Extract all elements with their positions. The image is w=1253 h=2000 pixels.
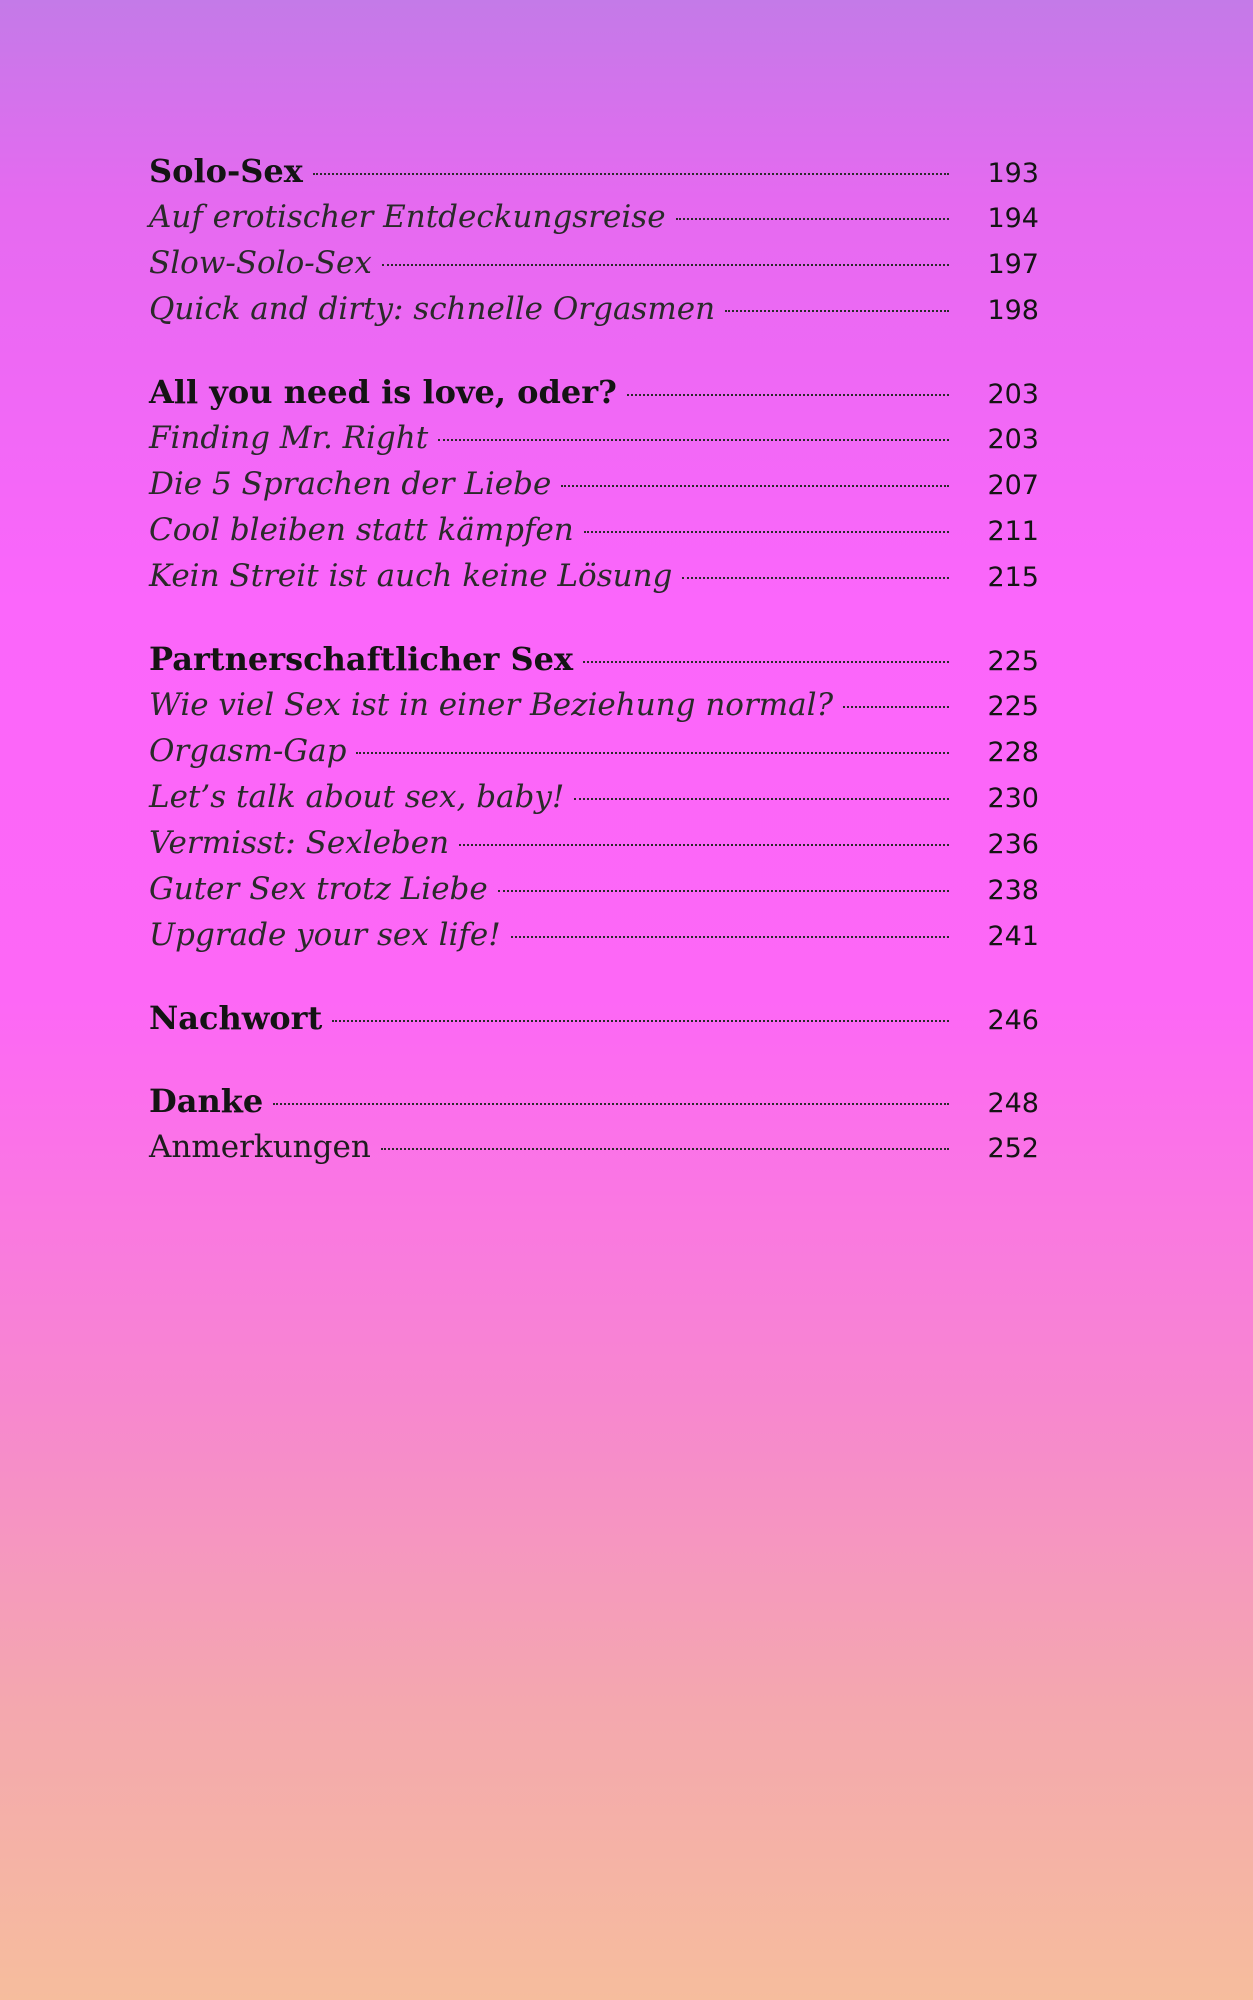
dot-leader xyxy=(584,531,949,533)
toc-entry-title: Slow-Solo-Sex xyxy=(149,245,372,281)
toc-entry-page: 207 xyxy=(987,470,1039,501)
toc-entry-page: 215 xyxy=(987,562,1039,593)
toc-entry[interactable] xyxy=(149,369,1039,415)
dot-leader xyxy=(381,1148,949,1150)
dot-leader xyxy=(382,264,949,266)
toc-entry-title: Upgrade your sex life! xyxy=(149,917,501,953)
toc-entry-page: 203 xyxy=(987,379,1039,410)
toc-entry-page: 228 xyxy=(987,737,1039,768)
toc-section-danke xyxy=(149,1078,1039,1170)
toc-entry[interactable] xyxy=(149,682,1039,728)
toc-entry-page: 203 xyxy=(987,424,1039,455)
dot-leader xyxy=(574,798,949,800)
toc-entry-title: Finding Mr. Right xyxy=(149,420,429,456)
toc-entry-page: 236 xyxy=(987,829,1039,860)
toc-entry-title: Partnerschaftlicher Sex xyxy=(149,640,574,678)
dot-leader xyxy=(843,706,949,708)
toc-entry-title: Cool bleiben statt kämpfen xyxy=(149,512,574,548)
toc-entry[interactable] xyxy=(149,1124,1039,1170)
toc-entry-page: 248 xyxy=(987,1088,1039,1119)
dot-leader xyxy=(498,890,949,892)
dot-leader xyxy=(273,1103,949,1105)
dot-leader xyxy=(313,173,949,175)
toc-section-partner-sex xyxy=(149,636,1039,958)
toc-entry-title: Wie viel Sex ist in einer Beziehung normal? xyxy=(149,687,834,723)
table-of-contents xyxy=(149,148,1039,1207)
toc-entry-title: Quick and dirty: schnelle Orgasmen xyxy=(149,291,716,327)
toc-entry-page: 194 xyxy=(987,203,1039,234)
toc-entry-page: 211 xyxy=(987,516,1039,547)
toc-section-nachwort xyxy=(149,995,1039,1041)
toc-entry-title: Die 5 Sprachen der Liebe xyxy=(149,466,552,502)
toc-entry[interactable] xyxy=(149,866,1039,912)
dot-leader xyxy=(511,936,949,938)
toc-section-love xyxy=(149,369,1039,599)
toc-entry-title: Solo-Sex xyxy=(149,152,303,190)
toc-entry[interactable] xyxy=(149,194,1039,240)
toc-entry-title: Danke xyxy=(149,1082,264,1120)
dot-leader xyxy=(459,844,949,846)
toc-entry-page: 230 xyxy=(987,783,1039,814)
toc-entry[interactable] xyxy=(149,820,1039,866)
dot-leader xyxy=(356,752,949,754)
toc-entry-page: 238 xyxy=(987,875,1039,906)
dot-leader xyxy=(583,661,949,663)
dot-leader xyxy=(561,485,949,487)
toc-entry-page: 197 xyxy=(987,249,1039,280)
toc-entry[interactable] xyxy=(149,415,1039,461)
toc-entry[interactable] xyxy=(149,1078,1039,1124)
toc-entry[interactable] xyxy=(149,728,1039,774)
toc-entry[interactable] xyxy=(149,995,1039,1041)
toc-entry-title: Let’s talk about sex, baby! xyxy=(149,779,565,815)
toc-entry-page: 225 xyxy=(987,691,1039,722)
toc-entry-title: Vermisst: Sexleben xyxy=(149,825,450,861)
toc-entry-title: Kein Streit ist auch keine Lösung xyxy=(149,558,673,594)
toc-entry[interactable] xyxy=(149,912,1039,958)
dot-leader xyxy=(682,577,949,579)
toc-entry[interactable] xyxy=(149,636,1039,682)
dot-leader xyxy=(332,1020,949,1022)
toc-entry[interactable] xyxy=(149,240,1039,286)
toc-entry[interactable] xyxy=(149,148,1039,194)
toc-entry[interactable] xyxy=(149,774,1039,820)
toc-entry-page: 246 xyxy=(987,1005,1039,1036)
toc-entry[interactable] xyxy=(149,507,1039,553)
toc-section-solo-sex xyxy=(149,148,1039,332)
toc-entry-page: 193 xyxy=(987,158,1039,189)
toc-entry-title: Orgasm-Gap xyxy=(149,733,347,769)
toc-entry-page: 225 xyxy=(987,646,1039,677)
toc-entry-page: 252 xyxy=(987,1133,1039,1164)
toc-entry-title: All you need is love, oder? xyxy=(149,373,617,411)
toc-entry-title: Guter Sex trotz Liebe xyxy=(149,871,488,907)
toc-entry-title: Nachwort xyxy=(149,999,323,1037)
toc-entry[interactable] xyxy=(149,553,1039,599)
dot-leader xyxy=(676,218,949,220)
dot-leader xyxy=(725,310,949,312)
toc-entry-title: Anmerkungen xyxy=(149,1129,371,1165)
toc-entry-page: 198 xyxy=(987,295,1039,326)
toc-entry[interactable] xyxy=(149,286,1039,332)
toc-entry-page: 241 xyxy=(987,921,1039,952)
dot-leader xyxy=(438,439,949,441)
toc-entry[interactable] xyxy=(149,461,1039,507)
dot-leader xyxy=(627,394,949,396)
toc-entry-title: Auf erotischer Entdeckungsreise xyxy=(149,199,666,235)
